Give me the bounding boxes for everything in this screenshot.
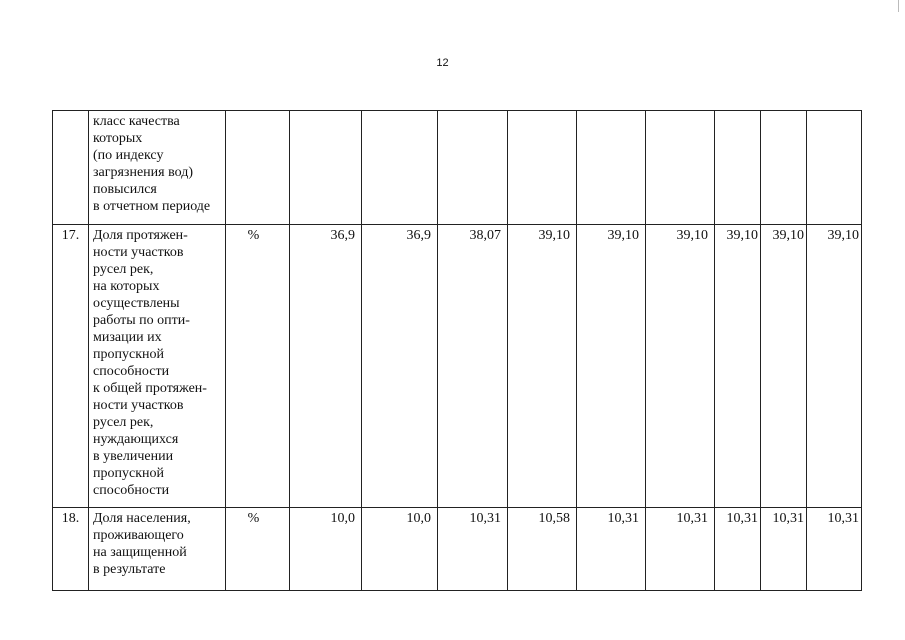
value-cell: 10,58 [508,508,577,591]
value-cell [438,111,508,225]
name-line: русел рек, [93,415,154,430]
name-line: пропускной [93,347,164,362]
name-line: на защищенной [93,545,187,560]
indicator-name [89,508,226,591]
value-cell [715,111,761,225]
value-cell [290,111,362,225]
value-cell: 38,07 [438,225,508,508]
name-line: пропускной [93,466,164,481]
value-cell: 10,0 [362,508,438,591]
name-line: проживающего [93,528,184,543]
table-row [53,225,862,508]
name-line: повысился [93,182,157,197]
name-line: работы по опти- [93,313,190,328]
name-line: (по индексу [93,148,164,163]
name-line: осуществлены [93,296,180,311]
value-cell [508,111,577,225]
unit-cell: % [226,508,290,591]
indicator-table [52,110,862,591]
value-cell [577,111,646,225]
name-line: которых [93,131,143,146]
indicator-name [89,225,226,508]
value-cell [807,111,862,225]
name-line: в отчетном периоде [93,199,211,214]
name-line: ности участков [93,398,184,413]
value-cell: 10,31 [646,508,715,591]
value-cell: 10,31 [438,508,508,591]
name-line: русел рек, [93,262,154,277]
name-line: на которых [93,279,160,294]
row-number [53,111,89,225]
name-line: способности [93,483,170,498]
unit-cell: % [226,225,290,508]
value-cell: 39,10 [646,225,715,508]
value-cell: 39,10 [577,225,646,508]
value-cell [362,111,438,225]
value-cell: 36,9 [362,225,438,508]
value-cell [761,111,807,225]
name-line: способности [93,364,170,379]
name-line: класс качества [93,114,180,129]
value-cell: 10,31 [807,508,862,591]
table-row [53,111,862,225]
row-number: 17. [53,225,89,508]
name-line: мизации их [93,330,162,345]
name-line: нуждающихся [93,432,179,447]
row-number: 18. [53,508,89,591]
value-cell: 10,0 [290,508,362,591]
unit-cell [226,111,290,225]
value-cell: 10,31 [577,508,646,591]
name-line: ности участков [93,245,184,260]
indicator-name [89,111,226,225]
name-line: Доля населения, [93,511,191,526]
table-row [53,508,862,591]
value-cell: 36,9 [290,225,362,508]
value-cell: 39,10 [761,225,807,508]
name-line: в увеличении [93,449,174,464]
value-cell: 10,31 [715,508,761,591]
page-number: 12 [436,57,449,69]
value-cell: 39,10 [715,225,761,508]
name-line: Доля протяжен- [93,228,188,243]
name-line: к общей протяжен- [93,381,207,396]
value-cell: 39,10 [508,225,577,508]
value-cell: 10,31 [761,508,807,591]
value-cell: 39,10 [807,225,862,508]
value-cell [646,111,715,225]
scan-edge-mark [898,0,899,12]
name-line: в результате [93,562,166,577]
name-line: загрязнения вод) [93,165,193,180]
